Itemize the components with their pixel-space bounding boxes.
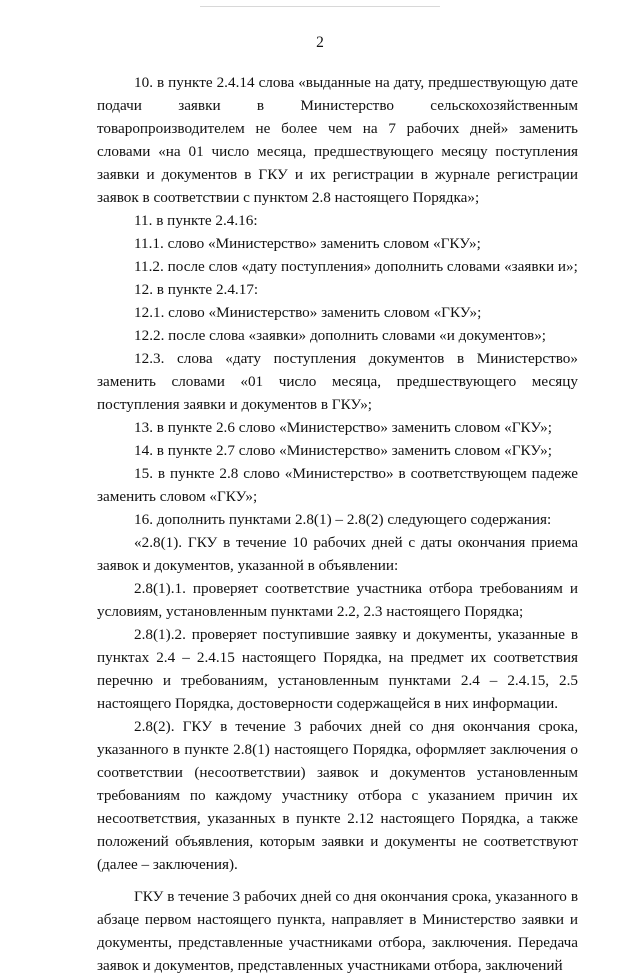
paragraph-12-2: 12.2. после слова «заявки» дополнить словами «и документов»;	[134, 327, 547, 344]
document-body	[97, 71, 578, 977]
paragraph-10: 10. в пункте 2.4.14 слова «выданные на дату, предшествующую дате подачи заявки в Министерство сельскохозяйственным товаропроизводителем не более чем на 7 рабочих дней» заменить словами «на 01 число месяца, предшествующего месяцу поступления заявки и документов в ГКУ и их регистрации в журнале регистрации заявок в соответствии с пунктом 2.8 настоящего Порядка»;	[97, 74, 578, 206]
paragraph-16: 16. дополнить пунктами 2.8(1) – 2.8(2) следующего содержания:	[134, 511, 552, 528]
paragraph-2-8-1-1: 2.8(1).1. проверяет соответствие участника отбора требованиям и условиям, установленным пунктами 2.2, 2.3 настоящего Порядка;	[97, 580, 578, 620]
paragraph-14: 14. в пункте 2.7 слово «Министерство» заменить словом «ГКУ»;	[134, 442, 552, 459]
paragraph-11: 11. в пункте 2.4.16:	[134, 212, 258, 229]
paragraph-11-2: 11.2. после слов «дату поступления» дополнить словами «заявки и»;	[134, 258, 578, 275]
paragraph-15: 15. в пункте 2.8 слово «Министерство» в соответствующем падеже заменить словом «ГКУ»;	[97, 465, 578, 505]
scan-edge-line	[200, 6, 440, 7]
paragraph-12-1: 12.1. слово «Министерство» заменить словом «ГКУ»;	[134, 304, 482, 321]
paragraph-gku-transfer: ГКУ в течение 3 рабочих дней со дня окончания срока, указанного в абзаце первом настоящего пункта, направляет в Министерство заявки и документы, представленные участниками отбора, заключения. Передача заявок и документов, представленных участниками отбора, заключений	[97, 888, 578, 974]
paragraph-2-8-1-2: 2.8(1).2. проверяет поступившие заявку и документы, указанные в пунктах 2.4 – 2.4.15 настоящего Порядка, на предмет их соответствия перечню и требованиям, установленным пунктами 2.4 – 2.4.15, 2.5 настоящего Порядка, достоверности содержащейся в них информации.	[97, 626, 578, 712]
paragraph-13: 13. в пункте 2.6 слово «Министерство» заменить словом «ГКУ»;	[134, 419, 552, 436]
paragraph-2-8-2: 2.8(2). ГКУ в течение 3 рабочих дней со дня окончания срока, указанного в пункте 2.8(1) настоящего Порядка, оформляет заключения о соответствии (несоответствии) заявок и документов установленным требованиям по каждому участнику отбора с указанием причин их несоответствия, указанных в пункте 2.12 настоящего Порядка, а также положений объявления, которым заявки и документы не соответствуют (далее – заключения).	[97, 718, 578, 873]
paragraph-11-1: 11.1. слово «Министерство» заменить словом «ГКУ»;	[134, 235, 481, 252]
paragraph-2-8-1: «2.8(1). ГКУ в течение 10 рабочих дней с даты окончания приема заявок и документов, указанной в объявлении:	[97, 534, 578, 574]
paragraph-12: 12. в пункте 2.4.17:	[134, 281, 259, 298]
page-number: 2	[316, 34, 324, 51]
paragraph-12-3: 12.3. слова «дату поступления документов в Министерство» заменить словами «01 число месяца, предшествующего месяцу поступления заявки и документов в ГКУ»;	[97, 350, 578, 413]
